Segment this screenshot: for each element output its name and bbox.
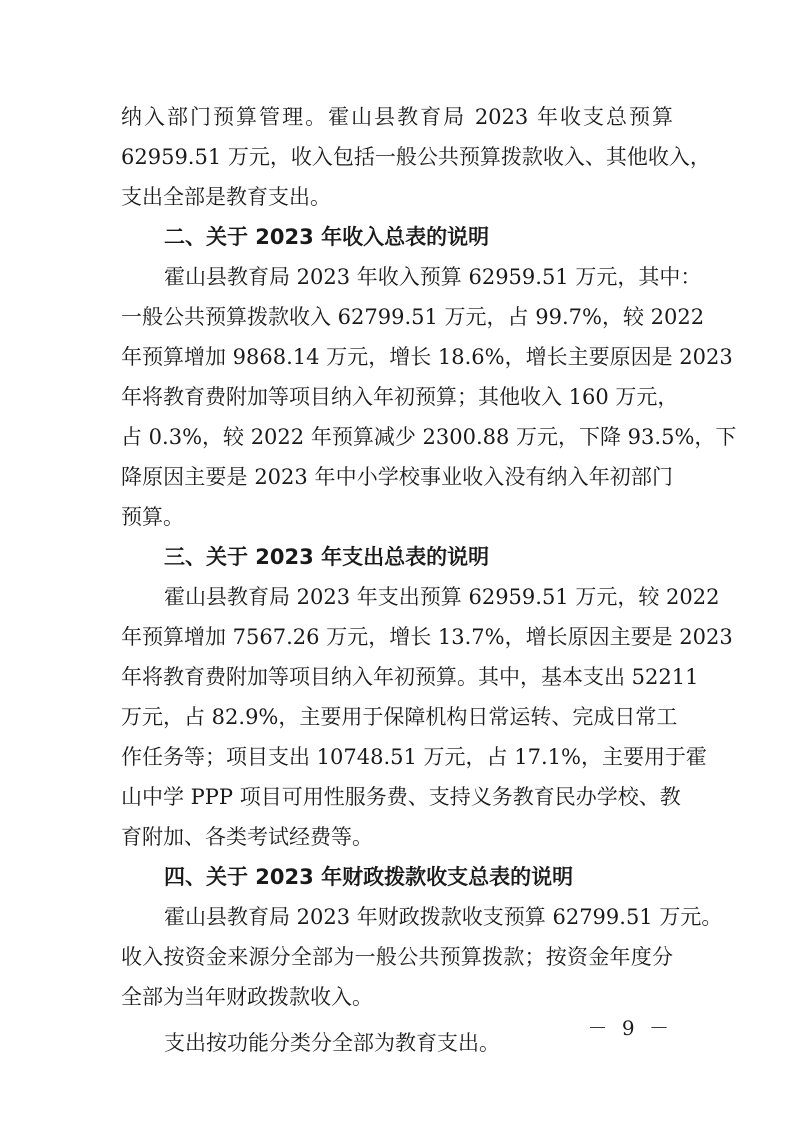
text-line: 山中学 PPP 项目可用性服务费、支持义务教育民办学校、教 [121,785,681,809]
text-line: 占 0.3%，较 2022 年预算减少 2300.88 万元，下降 93.5%，下 [121,425,737,449]
section-heading-fiscal: 四、关于 2023 年财政拨款收支总表的说明 [164,865,574,889]
text-line: 年将教育费附加等项目纳入年初预算；其他收入 160 万元， [121,385,679,409]
document-body [121,97,737,1063]
text-line: 降原因主要是 2023 年中小学校事业收入没有纳入年初部门 [121,465,673,489]
text-line: 育附加、各类考试经费等。 [121,825,373,849]
section-heading-income: 二、关于 2023 年收入总表的说明 [164,225,490,249]
text-line: 支出全部是教育支出。 [121,185,331,209]
section-heading-expenditure: 三、关于 2023 年支出总表的说明 [164,545,490,569]
text-line: 纳入部门预算管理。霍山县教育局 2023 年收支总预算 [121,105,673,129]
text-line: 万元，占 82.9%，主要用于保障机构日常运转、完成日常工 [121,705,678,729]
text-line: 支出按功能分类分全部为教育支出。 [164,1031,500,1055]
text-line: 年将教育费附加等项目纳入年初预算。其中，基本支出 52211 [121,665,699,689]
text-line: 霍山县教育局 2023 年收入预算 62959.51 万元，其中： [164,265,702,289]
text-line: 一般公共预算拨款收入 62799.51 万元，占 99.7%，较 2022 [121,305,705,329]
text-line: 年预算增加 9868.14 万元，增长 18.6%，增长主要原因是 2023 [121,345,733,369]
text-line: 霍山县教育局 2023 年支出预算 62959.51 万元，较 2022 [164,585,720,609]
text-line: 作任务等；项目支出 10748.51 万元，占 17.1%，主要用于霍 [121,745,707,769]
text-line: 62959.51 万元，收入包括一般公共预算拨款收入、其他收入， [121,145,711,169]
expenditure-paragraph [121,577,733,857]
income-paragraph [121,257,737,537]
text-line: 年预算增加 7567.26 万元，增长 13.7%，增长原因主要是 2023 [121,625,733,649]
text-line: 全部为当年财政拨款收入。 [121,985,373,1009]
text-line: 霍山县教育局 2023 年财政拨款收支预算 62799.51 万元。 [164,905,723,929]
intro-paragraph [121,97,711,217]
fiscal-paragraph [121,897,723,1017]
text-line: 预算。 [121,505,184,529]
text-line: 收入按资金来源分全部为一般公共预算拨款；按资金年度分 [121,945,673,969]
page-number: － 9 － [587,1016,673,1040]
